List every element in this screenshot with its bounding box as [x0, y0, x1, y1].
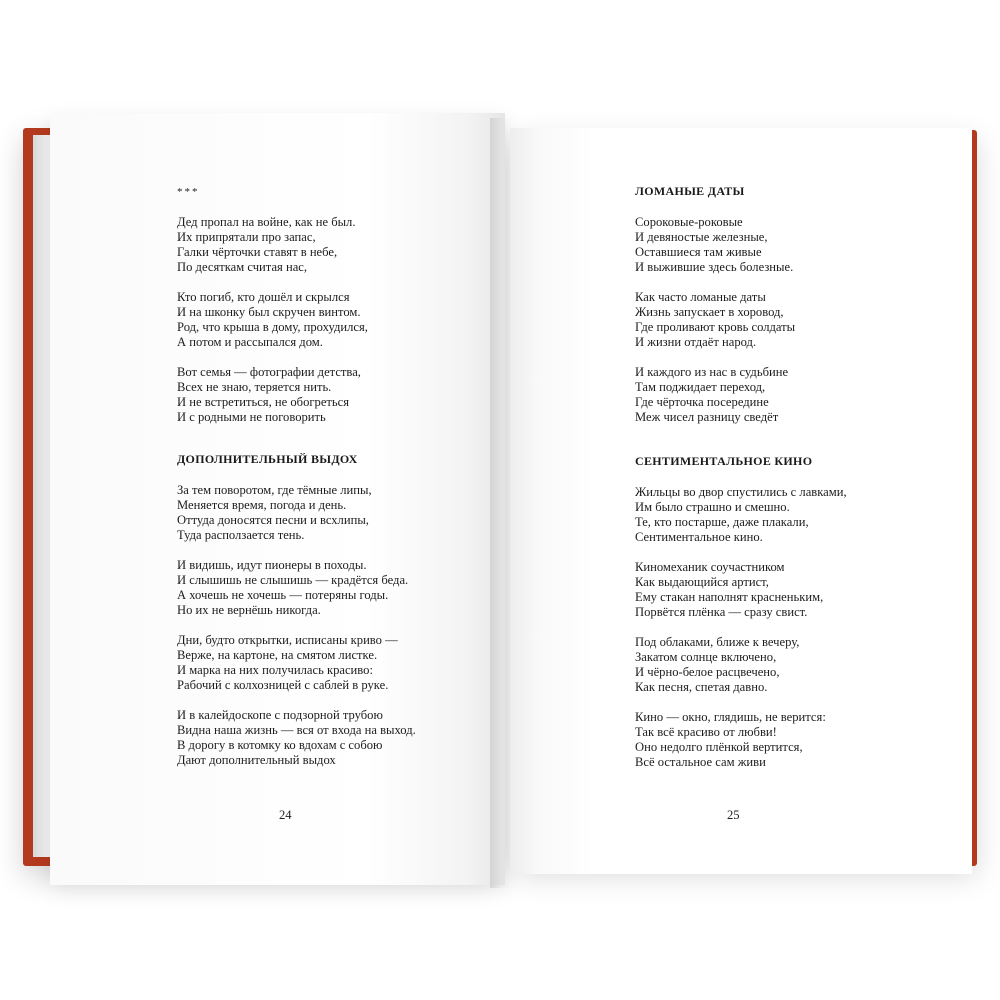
poem-line: И жизни отдаёт народ.	[635, 335, 757, 349]
poem-line: Там поджидает переход,	[635, 380, 766, 394]
poem-line: Как выдающийся артист,	[635, 575, 769, 589]
poem-line: И чёрно-белое расцвечено,	[635, 665, 780, 679]
poem-line: Род, что крыша в дому, прохудился,	[177, 320, 368, 334]
poem-line: Дед пропал на войне, как не был.	[177, 215, 356, 229]
poem-line: Кино — окно, глядишь, не верится:	[635, 710, 826, 724]
poem-line: В дорогу в котомку ко вдохам с собою	[177, 738, 383, 752]
poem-line: Закатом солнце включено,	[635, 650, 777, 664]
poem-line: Жизнь запускает в хоровод,	[635, 305, 784, 319]
poem-line: И не встретиться, не обогреться	[177, 395, 350, 409]
poem-title: СЕНТИМЕНТАЛЬНОЕ КИНО	[635, 454, 813, 468]
poem-line: Им было страшно и смешно.	[635, 500, 790, 514]
poem-line: Меж чисел разницу сведёт	[635, 410, 779, 424]
poem-line: Вот семья — фотографии детства,	[177, 365, 361, 379]
poem-line: Ему стакан наполнят красненьким,	[635, 590, 824, 604]
poem-title-asterisks: ***	[177, 186, 200, 198]
poem-line: Всех не знаю, теряется нить.	[177, 380, 332, 394]
poem-line: И на шконку был скручен винтом.	[177, 305, 361, 319]
book-gutter-shadow	[490, 118, 520, 888]
poem-line: Рабочий с колхозницей с саблей в руке.	[177, 678, 389, 692]
poem-line: Дни, будто открытки, исписаны криво —	[177, 633, 398, 647]
poem-line: Где чёрточка посередине	[635, 395, 769, 409]
poem-line: А потом и рассыпался дом.	[177, 335, 323, 349]
poem-line: И марка на них получилась красиво:	[177, 663, 373, 677]
poem-line: Оно недолго плёнкой вертится,	[635, 740, 803, 754]
poem-line: Как песня, спетая давно.	[635, 680, 768, 694]
poem-line: Жильцы во двор спустились с лавками,	[635, 485, 847, 499]
poem-line: Но их не вернёшь никогда.	[177, 603, 321, 617]
poem-line: Всё остальное сам живи	[635, 755, 766, 769]
poem-line: Их припрятали про запас,	[177, 230, 316, 244]
page-number-right: 25	[727, 808, 740, 822]
poem-title: ДОПОЛНИТЕЛЬНЫЙ ВЫДОХ	[177, 452, 358, 466]
poem-line: И девяностые железные,	[635, 230, 768, 244]
right-page-text-2	[635, 454, 847, 770]
page-number-left: 24	[279, 808, 292, 822]
poem-line: Порвётся плёнка — сразу свист.	[635, 605, 808, 619]
poem-line: И каждого из нас в судьбине	[635, 365, 789, 379]
poem-line: По десяткам считая нас,	[177, 260, 308, 274]
poem-line: Те, кто постарше, даже плакали,	[635, 515, 809, 529]
poem-line: И видишь, идут пионеры в походы.	[177, 558, 367, 572]
poem-line: Меняется время, погода и день.	[177, 498, 347, 512]
poem-line: Где проливают кровь солдаты	[635, 320, 796, 334]
poem-line: Оттуда доносятся песни и всхлипы,	[177, 513, 369, 527]
poem-line: Видна наша жизнь — вся от входа на выход.	[177, 723, 416, 737]
poem-line: И слышишь не слышишь — крадётся беда.	[177, 573, 409, 587]
poem-line: Киномеханик соучастником	[635, 560, 785, 574]
left-page-text-2	[177, 452, 416, 768]
poem-line: За тем поворотом, где тёмные липы,	[177, 483, 372, 497]
poem-line: Верже, на картоне, на смятом листке.	[177, 648, 378, 662]
poem-line: И в калейдоскопе с подзорной трубою	[177, 708, 383, 722]
poem-line: И выжившие здесь болезные.	[635, 260, 794, 274]
poem-line: Так всё красиво от любви!	[635, 725, 777, 739]
right-page-text	[635, 184, 795, 425]
poem-line: И с родными не поговорить	[177, 410, 326, 424]
poem-title: ЛОМАНЫЕ ДАТЫ	[635, 184, 745, 198]
poem-line: Туда расползается тень.	[177, 528, 305, 542]
poem-line: Кто погиб, кто дошёл и скрылся	[177, 290, 350, 304]
poem-line: Галки чёрточки ставят в небе,	[177, 245, 338, 259]
poem-line: Как часто ломаные даты	[635, 290, 766, 304]
poem-line: А хочешь не хочешь — потеряны годы.	[177, 588, 389, 602]
poem-line: Сороковые-роковые	[635, 215, 743, 229]
poem-line: Дают дополнительный выдох	[177, 753, 336, 767]
poem-line: Под облаками, ближе к вечеру,	[635, 635, 800, 649]
poem-line: Оставшиеся там живые	[635, 245, 762, 259]
left-page-text	[177, 185, 368, 425]
poem-line: Сентиментальное кино.	[635, 530, 763, 544]
